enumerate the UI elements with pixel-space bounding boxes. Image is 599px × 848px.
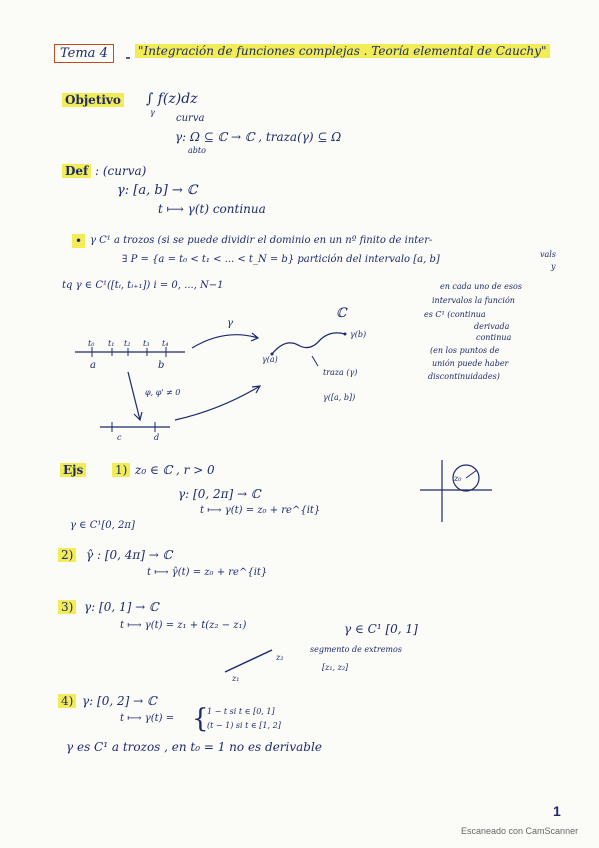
interval-c-label: c bbox=[117, 433, 122, 442]
interval-d-label: d bbox=[154, 433, 160, 442]
ej1-line4: γ ∈ C¹[0, 2π] bbox=[70, 520, 135, 531]
def-paren: : (curva) bbox=[95, 164, 147, 178]
gamma-curve bbox=[272, 333, 345, 354]
ej3-segment bbox=[225, 650, 272, 672]
complex-plane-label: ℂ bbox=[336, 306, 347, 321]
def-label: Def bbox=[62, 164, 91, 178]
c1-bullet: • bbox=[72, 234, 85, 248]
ej4-brace: { bbox=[192, 704, 209, 734]
gamma-b-label: γ(b) bbox=[350, 330, 367, 339]
page-number: 1 bbox=[553, 803, 561, 819]
axis-b: b bbox=[158, 360, 165, 371]
ej3-line2: t ⟼ γ(t) = z₁ + t(z₂ − z₁) bbox=[120, 620, 247, 631]
c1-lead: γ C¹ a trozos (si se puede dividir el dominio en un nº finito de inter- bbox=[90, 235, 433, 246]
objetivo-integral: ∫ f(z)dz bbox=[146, 91, 198, 107]
axis-tick-t1: t₁ bbox=[108, 339, 115, 348]
ej3-line1: γ: [0, 1] → ℂ bbox=[84, 600, 159, 614]
ej2-line1: γ̂ : [0, 4π] → ℂ bbox=[86, 548, 173, 562]
objetivo-under: curva bbox=[176, 113, 205, 124]
ej4-number: 4) bbox=[58, 694, 76, 708]
axis-tick-t3: t₃ bbox=[143, 339, 150, 348]
c1-line2: ∃ P = {a = t₀ < t₁ < ... < t_N = b} partición del intervalo [a, b] bbox=[122, 254, 440, 265]
objetivo-integral-sub: γ bbox=[150, 108, 155, 117]
phi-label: φ, φ' ≠ 0 bbox=[145, 388, 181, 397]
def-line1: γ: [a, b] → ℂ bbox=[117, 183, 198, 198]
phi-arrow bbox=[128, 372, 140, 420]
ej4-case1: 1 − t si t ∈ [0, 1] bbox=[207, 707, 275, 716]
composition-arrow bbox=[175, 386, 260, 420]
def-line2: t ⟼ γ(t) continua bbox=[158, 202, 266, 216]
traza-arrow bbox=[312, 356, 318, 366]
c1-vals: vals bbox=[540, 250, 556, 259]
ej4-line1: γ: [0, 2] → ℂ bbox=[82, 694, 157, 708]
ej1-number: 1) bbox=[112, 463, 130, 477]
axis-tick-t0: t₀ bbox=[88, 339, 95, 348]
arrow-gamma-label: γ bbox=[227, 318, 233, 329]
ej1-circle-label: z₀ bbox=[454, 474, 462, 483]
page-title: "Integración de funciones complejas . Teoría elemental de Cauchy" bbox=[135, 44, 550, 58]
traza-eq-label: γ([a, b]) bbox=[323, 393, 356, 402]
traza-label: traza (γ) bbox=[323, 368, 358, 377]
ej1-line1: z₀ ∈ ℂ , r > 0 bbox=[135, 463, 215, 477]
ej3-number: 3) bbox=[58, 600, 76, 614]
axis-a: a bbox=[90, 360, 96, 371]
ej1-line2: γ: [0, 2π] → ℂ bbox=[178, 487, 261, 501]
objetivo-map: γ: Ω ⊆ ℂ → ℂ , traza(γ) ⊆ Ω bbox=[175, 130, 342, 144]
ej4-line2: t ⟼ γ(t) = bbox=[120, 713, 175, 724]
ej3-right: γ ∈ C¹ [0, 1] bbox=[344, 622, 418, 636]
ej2-line2: t ⟼ γ̂(t) = z₀ + re^{it} bbox=[147, 567, 268, 578]
ej3-segment-caption: segmento de extremos bbox=[310, 645, 402, 654]
ej3-segment-endpoints: [z₁, z₂] bbox=[322, 663, 349, 672]
gamma-a-label: γ(a) bbox=[262, 355, 278, 364]
ej4-case2: (t − 1) si t ∈ [1, 2] bbox=[207, 721, 281, 730]
tema-label: Tema 4 bbox=[54, 44, 114, 63]
objetivo-label: Objetivo bbox=[62, 93, 124, 107]
notes-page: Tema 4 "Integración de funciones complejas . Teoría elemental de Cauchy" Objetivo ∫ f(z)dz γ curva γ: Ω ⊆ ℂ → ℂ , traza(γ) ⊆ Ω abto Def : (curva) γ: [a, b] → ℂ t ⟼ γ(t) continua • γ C¹ a trozos (si se puede dividir el dominio en un nº finito de inter- ∃ P = {a = t₀ < t₁ < ... < t_N = b} partición del intervalo [a, b] vals y tq γ ∈ C¹([tᵢ, tᵢ₊₁]) i = 0, ..., N−1 en cada uno de esos intervalos la función es C¹ (continua derivada continua (en los puntos de unión puede haber discontinuidades) t₀ t₁ t₂ t₃ t₄ a b γ ℂ γ(b) γ(a) traza (γ) γ([a, b]) φ, φ' ≠ 0 c d Ejs 1) z₀ ∈ ℂ , r > 0 γ: [0, 2π] → ℂ t ⟼ γ(t) = z₀ + re^{it} γ ∈ C¹[0, 2π] z₀ 2) γ̂ : [0, 4π] → ℂ t ⟼ γ̂(t) = z₀ + re^{it} 3) γ: [0, 1] → ℂ t ⟼ γ(t) = z₁ + t(z₂ − z₁) γ ∈ C¹ [0, 1] z₂ z₁ segmento de extremos [z₁, z₂] 4) γ: [0, 2] → ℂ t ⟼ γ(t) = { 1 − t si t ∈ [0, 1] (t − 1) si t ∈ [1, 2] γ es C¹ a trozos , en t₀ = 1 no es derivable 1 Escaneado con CamScanner bbox=[0, 0, 599, 848]
gamma-arrow bbox=[192, 335, 258, 348]
ej2-number: 2) bbox=[58, 548, 76, 562]
interval-ticks bbox=[92, 347, 166, 357]
ej1-line3: t ⟼ γ(t) = z₀ + re^{it} bbox=[200, 505, 321, 516]
scanner-footer: Escaneado con CamScanner bbox=[461, 826, 579, 836]
ejs-label: Ejs bbox=[60, 463, 86, 477]
objetivo-map-sub: abto bbox=[188, 146, 206, 155]
ej3-z1: z₁ bbox=[232, 674, 240, 683]
c1-line3: tq γ ∈ C¹([tᵢ, tᵢ₊₁]) i = 0, ..., N−1 bbox=[62, 280, 224, 291]
axis-tick-t4: t₄ bbox=[162, 339, 169, 348]
c1-y: y bbox=[551, 262, 556, 271]
axis-tick-t2: t₂ bbox=[124, 339, 131, 348]
ej4-conclusion: γ es C¹ a trozos , en t₀ = 1 no es derivable bbox=[66, 740, 322, 754]
ej3-z2: z₂ bbox=[276, 653, 284, 662]
